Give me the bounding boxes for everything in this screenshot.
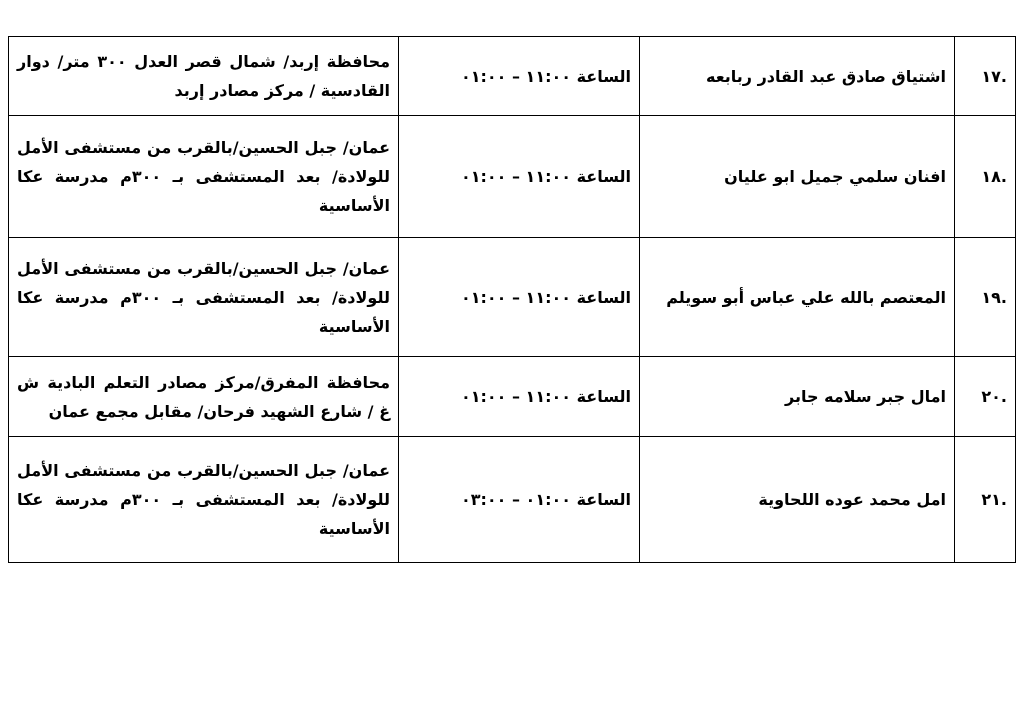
row-number: .١٩ (955, 238, 1016, 357)
table-row (9, 116, 1016, 238)
exam-time: الساعة ١١:٠٠ – ٠١:٠٠ (399, 116, 640, 238)
row-number: .٢١ (955, 437, 1016, 563)
candidate-name: افنان سلمي جميل ابو عليان (640, 116, 955, 238)
exam-time: الساعة ١١:٠٠ – ٠١:٠٠ (399, 357, 640, 437)
schedule-table (8, 36, 1016, 563)
table-row (9, 437, 1016, 563)
row-number: .١٨ (955, 116, 1016, 238)
table-row (9, 238, 1016, 357)
exam-time: الساعة ١١:٠٠ – ٠١:٠٠ (399, 238, 640, 357)
exam-location: محافظة إربد/ شمال قصر العدل ٣٠٠ متر/ دوار القادسية / مركز مصادر إربد (9, 37, 399, 116)
exam-location: عمان/ جبل الحسين/بالقرب من مستشفى الأمل للولادة/ بعد المستشفى بـ ٣٠٠م مدرسة عكا الأساسية (9, 437, 399, 563)
exam-time: الساعة ١١:٠٠ – ٠١:٠٠ (399, 37, 640, 116)
table-row (9, 37, 1016, 116)
exam-location: عمان/ جبل الحسين/بالقرب من مستشفى الأمل للولادة/ بعد المستشفى بـ ٣٠٠م مدرسة عكا الأساسية (9, 116, 399, 238)
candidate-name: اشتياق صادق عبد القادر ربابعه (640, 37, 955, 116)
row-number: .١٧ (955, 37, 1016, 116)
exam-location: محافظة المفرق/مركز مصادر التعلم البادية ش غ / شارع الشهيد فرحان/ مقابل مجمع عمان (9, 357, 399, 437)
candidate-name: المعتصم بالله علي عباس أبو سويلم (640, 238, 955, 357)
candidate-name: امل محمد عوده اللحاوية (640, 437, 955, 563)
row-number: .٢٠ (955, 357, 1016, 437)
candidate-name: امال جبر سلامه جابر (640, 357, 955, 437)
exam-time: الساعة ٠١:٠٠ – ٠٣:٠٠ (399, 437, 640, 563)
table-row (9, 357, 1016, 437)
exam-location: عمان/ جبل الحسين/بالقرب من مستشفى الأمل للولادة/ بعد المستشفى بـ ٣٠٠م مدرسة عكا الأساسية (9, 238, 399, 357)
